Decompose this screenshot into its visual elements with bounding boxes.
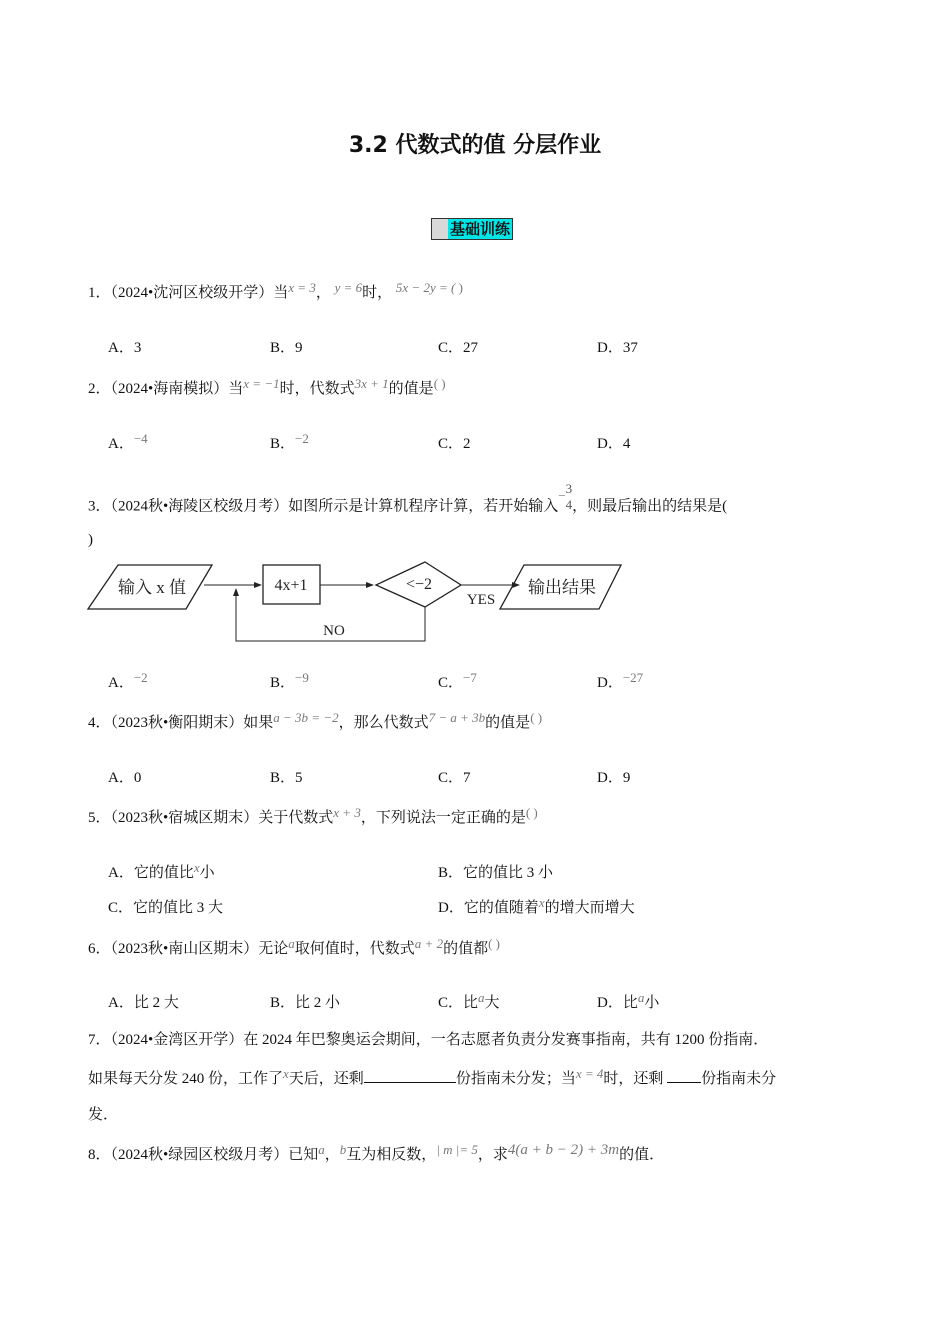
q3-paren: ): [88, 532, 93, 548]
text-segment: 时，代数式: [279, 381, 355, 397]
math-expression: x = 4: [575, 1066, 604, 1081]
text-segment: 的值都: [443, 941, 489, 957]
text-segment: 8．: [88, 1147, 111, 1163]
text-segment: （2024•金湾区开学）在 2024 年巴黎奥运会期间，一名志愿者负责分发赛事指南，共有 1200 份指南．: [110, 1032, 769, 1048]
q4-option-b: B．5: [270, 770, 303, 786]
math-expression: −7: [463, 670, 477, 685]
math-expression: x: [283, 1066, 289, 1081]
text-segment: 的值是: [388, 381, 434, 397]
text-segment: （2023秋•宿城区期末）关于代数式: [110, 810, 334, 826]
q6-option-a: A．比 2 大: [108, 995, 179, 1011]
section-title: 基础训练: [450, 220, 511, 238]
text-segment: 小: [644, 995, 660, 1011]
math-expression: | m |= 5: [436, 1142, 478, 1157]
math-expression: ( ): [525, 805, 538, 820]
question-6: [88, 936, 501, 959]
math-expression: 7 − a + 3b: [428, 710, 486, 725]
text-segment: （2024秋•绿园区校级月考）已知: [110, 1147, 319, 1163]
q3-option-d: [597, 670, 644, 693]
text-segment: 小: [199, 865, 215, 881]
text-segment: ，那么代数式: [338, 715, 429, 731]
math-expression: ( ): [530, 710, 543, 725]
text-segment: 如果每天分发 240 份，工作了: [88, 1071, 284, 1087]
text-segment: （2023秋•南山区期末）无论: [110, 941, 289, 957]
text-segment: 份指南未分: [701, 1071, 777, 1087]
text-segment: 6．: [88, 941, 111, 957]
q1-option-b: B．9: [270, 340, 303, 356]
math-expression: 3x + 1: [354, 376, 389, 391]
text-segment: 1．: [88, 285, 111, 301]
text-segment: ，则最后输出的结果是(: [572, 498, 728, 515]
q1-option-d: D．37: [597, 340, 638, 356]
math-expression: −: [558, 488, 566, 504]
text-segment: 3: [565, 481, 573, 496]
math-expression: x: [538, 895, 545, 910]
q5-option-d: [438, 895, 635, 918]
question-5: [88, 805, 538, 828]
q3-option-c: [438, 670, 477, 693]
math-expression: a + 2: [414, 936, 444, 951]
text-segment: C．比: [438, 995, 479, 1011]
math-expression: −27: [622, 670, 644, 685]
q3-option-b: [270, 670, 309, 693]
q1-option-a: A．3: [108, 340, 142, 356]
text-segment: A．它的值比: [108, 865, 194, 881]
math-expression: 5x − 2y = (: [395, 280, 456, 295]
text-segment: （2024秋•海陵区校级月考）如图所示是计算机程序计算，若开始输入: [110, 498, 559, 515]
text-segment: 大: [484, 995, 500, 1011]
q4-option-c: C．7: [438, 770, 471, 786]
math-expression: x + 3: [333, 805, 361, 820]
math-expression: x = 3: [288, 280, 316, 295]
question-4: [88, 710, 543, 733]
math-expression: x = −1: [243, 376, 280, 391]
text-segment: （2023秋•衡阳期末）如果: [110, 715, 274, 731]
math-expression: b: [339, 1142, 347, 1157]
text-segment: A．: [108, 675, 134, 691]
text-segment: 互为相反数，: [346, 1147, 437, 1163]
text-segment: 取何值时，代数式: [294, 941, 415, 957]
page-title: 3.2 代数式的值 分层作业: [348, 133, 602, 158]
flow-condition-label: <−2: [405, 576, 433, 593]
q6-option-c: [438, 990, 500, 1013]
text-segment: B．: [270, 436, 296, 452]
math-expression: a: [288, 936, 295, 951]
text-segment: 5．: [88, 810, 111, 826]
flow-yes-label: YES: [466, 592, 496, 608]
text-segment: A．: [108, 436, 134, 452]
math-expression: −4: [133, 431, 148, 446]
q4-option-d: D．9: [597, 770, 631, 786]
text-segment: （2024•沈河区校级开学）当: [110, 285, 289, 301]
text-segment: 4: [565, 497, 573, 512]
q5-option-c: C．它的值比 3 大: [108, 900, 224, 916]
math-expression: −9: [295, 670, 309, 685]
text-segment: B．: [270, 675, 296, 691]
math-expression: 4(a + b − 2) + 3m: [507, 1142, 620, 1158]
math-expression: x: [193, 860, 200, 875]
q6-option-b: B．比 2 小: [270, 995, 341, 1011]
math-expression: −2: [133, 670, 148, 685]
text-segment: 的值是: [485, 715, 531, 731]
text-segment: ，下列说法一定正确的是: [360, 810, 526, 826]
text-segment: ，求: [477, 1147, 508, 1163]
math-expression: ( ): [488, 936, 501, 951]
text-segment: D．它的值随着: [438, 900, 539, 916]
text-segment: 天后，还剩: [288, 1071, 364, 1087]
answer-blank-2[interactable]: [667, 1068, 701, 1083]
math-expression: y = 6: [334, 280, 363, 295]
text-segment: 7．: [88, 1032, 111, 1048]
flow-no-label: NO: [323, 623, 345, 639]
math-expression: a: [637, 990, 645, 1005]
text-segment: 3．: [88, 498, 111, 515]
text-segment: 的增大而增大: [544, 900, 635, 916]
q4-option-a: A．0: [108, 770, 142, 786]
text-segment: ，: [324, 1147, 340, 1163]
text-segment: （2024•海南模拟）当: [110, 381, 244, 397]
q5-option-b: B．它的值比 3 小: [438, 865, 554, 881]
math-expression: a − 3b = −2: [273, 710, 339, 725]
question-7: [88, 1030, 768, 1050]
text-segment: 2．: [88, 381, 111, 397]
question-7-line-2: [88, 1068, 776, 1089]
math-expression: a: [318, 1142, 325, 1157]
text-segment: 的值．: [619, 1147, 665, 1163]
text-segment: D．比: [597, 995, 638, 1011]
answer-blank-1[interactable]: [364, 1068, 456, 1083]
text-segment: C．: [438, 675, 464, 691]
q1-option-c: C．27: [438, 340, 479, 356]
q3-option-a: [108, 670, 148, 693]
flow-input-label: 输入 x 值: [118, 578, 186, 597]
q5-option-a: [108, 860, 215, 883]
text-segment: 时，: [362, 285, 393, 301]
question-7-line-3: 发．: [88, 1107, 119, 1123]
flow-output-label: 输出结果: [528, 578, 596, 597]
question-8: [88, 1142, 665, 1165]
math-expression: ( ): [433, 376, 446, 391]
text-segment: ，: [315, 285, 331, 301]
q6-option-d: [597, 990, 660, 1013]
math-expression: ): [455, 280, 463, 295]
q2-option-c: C．2: [438, 436, 471, 452]
math-expression: a: [478, 990, 485, 1005]
text-segment: D．: [597, 675, 623, 691]
math-expression: −2: [295, 431, 309, 446]
q2-option-d: D．4: [597, 436, 631, 452]
text-segment: 4．: [88, 715, 111, 731]
flow-process-label: 4x+1: [274, 577, 308, 594]
text-segment: 时，还剩: [603, 1071, 668, 1087]
text-segment: 份指南未分发；当: [455, 1071, 576, 1087]
